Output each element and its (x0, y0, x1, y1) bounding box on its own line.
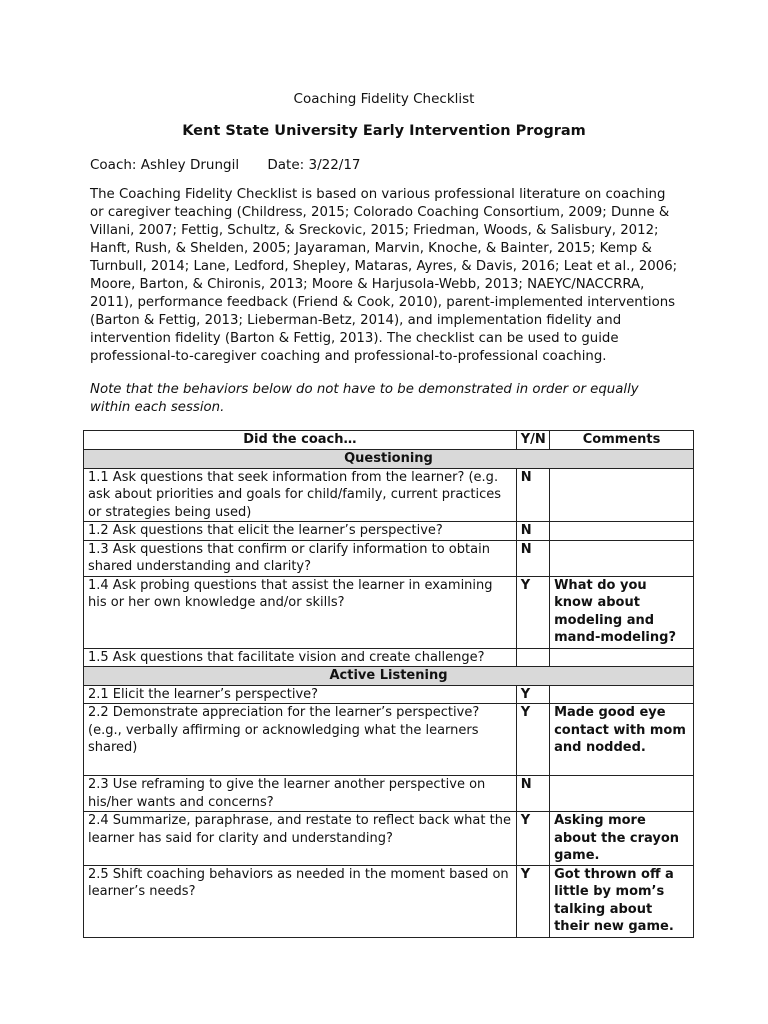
comment-text (550, 648, 694, 667)
table-row (84, 576, 694, 648)
comment-text (550, 540, 694, 576)
comment-text: Got thrown off a little by mom’s talking about their new game. (550, 865, 694, 937)
comment-text: Made good eye contact with mom and nodded. (550, 704, 694, 776)
section-title: Questioning (84, 450, 694, 469)
item-text: 1.1 Ask questions that seek information from the learner? (e.g. ask about priorities and goals for child/family, current practices or strategies being used) (84, 468, 517, 522)
program-name: Kent State University Early Intervention Program (182, 123, 586, 139)
item-text: 1.2 Ask questions that elicit the learner’s perspective? (84, 522, 517, 541)
coach-name: Coach: Ashley Drungil (90, 157, 240, 173)
comment-text: What do you know about modeling and mand-modeling? (550, 576, 694, 648)
table-row (84, 812, 694, 866)
section-row-active-listening (84, 667, 694, 686)
yn-value: N (516, 522, 549, 541)
yn-value: N (516, 776, 549, 812)
table-row (84, 865, 694, 937)
intro-paragraph: The Coaching Fidelity Checklist is based on various professional literature on coaching or caregiver teaching (Childress, 2015; Colorado Coaching Consortium, 2009; Dunne & Villani, 2007; Fettig, Schultz, & Sreckovic, 2015; Friedman, Woods, & Salisbury, 2012; Hanft, Rush, & Shelden, 2005; Jayaraman, Marvin, Knoche, & Bainter, 2015; Kemp & Turnbull, 2014; Lane, Ledford, Shepley, Mataras, Ayres, & Davis, 2016; Leat et al., 2006; Moore, Barton, & Chironis, 2013; Moore & Harjusola-Webb, 2013; NAEYC/NACCRRA, 2011), performance feedback (Friend & Cook, 2010), parent-implemented interventions (Barton & Fettig, 2013; Lieberman-Betz, 2014), and implementation fidelity and intervention fidelity (Barton & Fettig, 2013). The checklist can be used to guide professional-to-caregiver coaching and professional-to-professional coaching. (90, 187, 678, 364)
item-text: 2.2 Demonstrate appreciation for the learner’s perspective? (e.g., verbally affirming or acknowledging what the learners shared) (84, 704, 517, 776)
table-row (84, 704, 694, 776)
comment-text (550, 522, 694, 541)
session-date: Date: 3/22/17 (267, 157, 361, 173)
document-title: Coaching Fidelity Checklist (293, 91, 475, 107)
yn-value: Y (516, 685, 549, 704)
yn-value: Y (516, 812, 549, 866)
yn-value: N (516, 468, 549, 522)
item-text: 1.3 Ask questions that confirm or clarify information to obtain shared understanding and clarity? (84, 540, 517, 576)
section-row-questioning (84, 450, 694, 469)
table-header-row (84, 431, 694, 450)
item-text: 1.5 Ask questions that facilitate vision and create challenge? (84, 648, 517, 667)
checklist-table (83, 430, 694, 938)
item-text: 1.4 Ask probing questions that assist the learner in examining his or her own knowledge and/or skills? (84, 576, 517, 648)
table-row (84, 522, 694, 541)
yn-value: N (516, 540, 549, 576)
section-title: Active Listening (84, 667, 694, 686)
item-text: 2.3 Use reframing to give the learner another perspective on his/her wants and concerns? (84, 776, 517, 812)
header-item: Did the coach… (84, 431, 517, 450)
header-comments: Comments (550, 431, 694, 450)
table-row (84, 648, 694, 667)
item-text: 2.1 Elicit the learner’s perspective? (84, 685, 517, 704)
item-text: 2.4 Summarize, paraphrase, and restate to reflect back what the learner has said for clarity and understanding? (84, 812, 517, 866)
yn-value: Y (516, 704, 549, 776)
note-paragraph: Note that the behaviors below do not have to be demonstrated in order or equally within each session. (90, 382, 639, 415)
header-yn: Y/N (516, 431, 549, 450)
yn-value: Y (516, 576, 549, 648)
comment-text: Asking more about the crayon game. (550, 812, 694, 866)
table-row (84, 685, 694, 704)
yn-value: Y (516, 865, 549, 937)
table-row (84, 776, 694, 812)
coach-date-line (90, 157, 361, 173)
table-row (84, 468, 694, 522)
item-text: 2.5 Shift coaching behaviors as needed in the moment based on learner’s needs? (84, 865, 517, 937)
yn-value (516, 648, 549, 667)
comment-text (550, 685, 694, 704)
comment-text (550, 776, 694, 812)
table-row (84, 540, 694, 576)
comment-text (550, 468, 694, 522)
